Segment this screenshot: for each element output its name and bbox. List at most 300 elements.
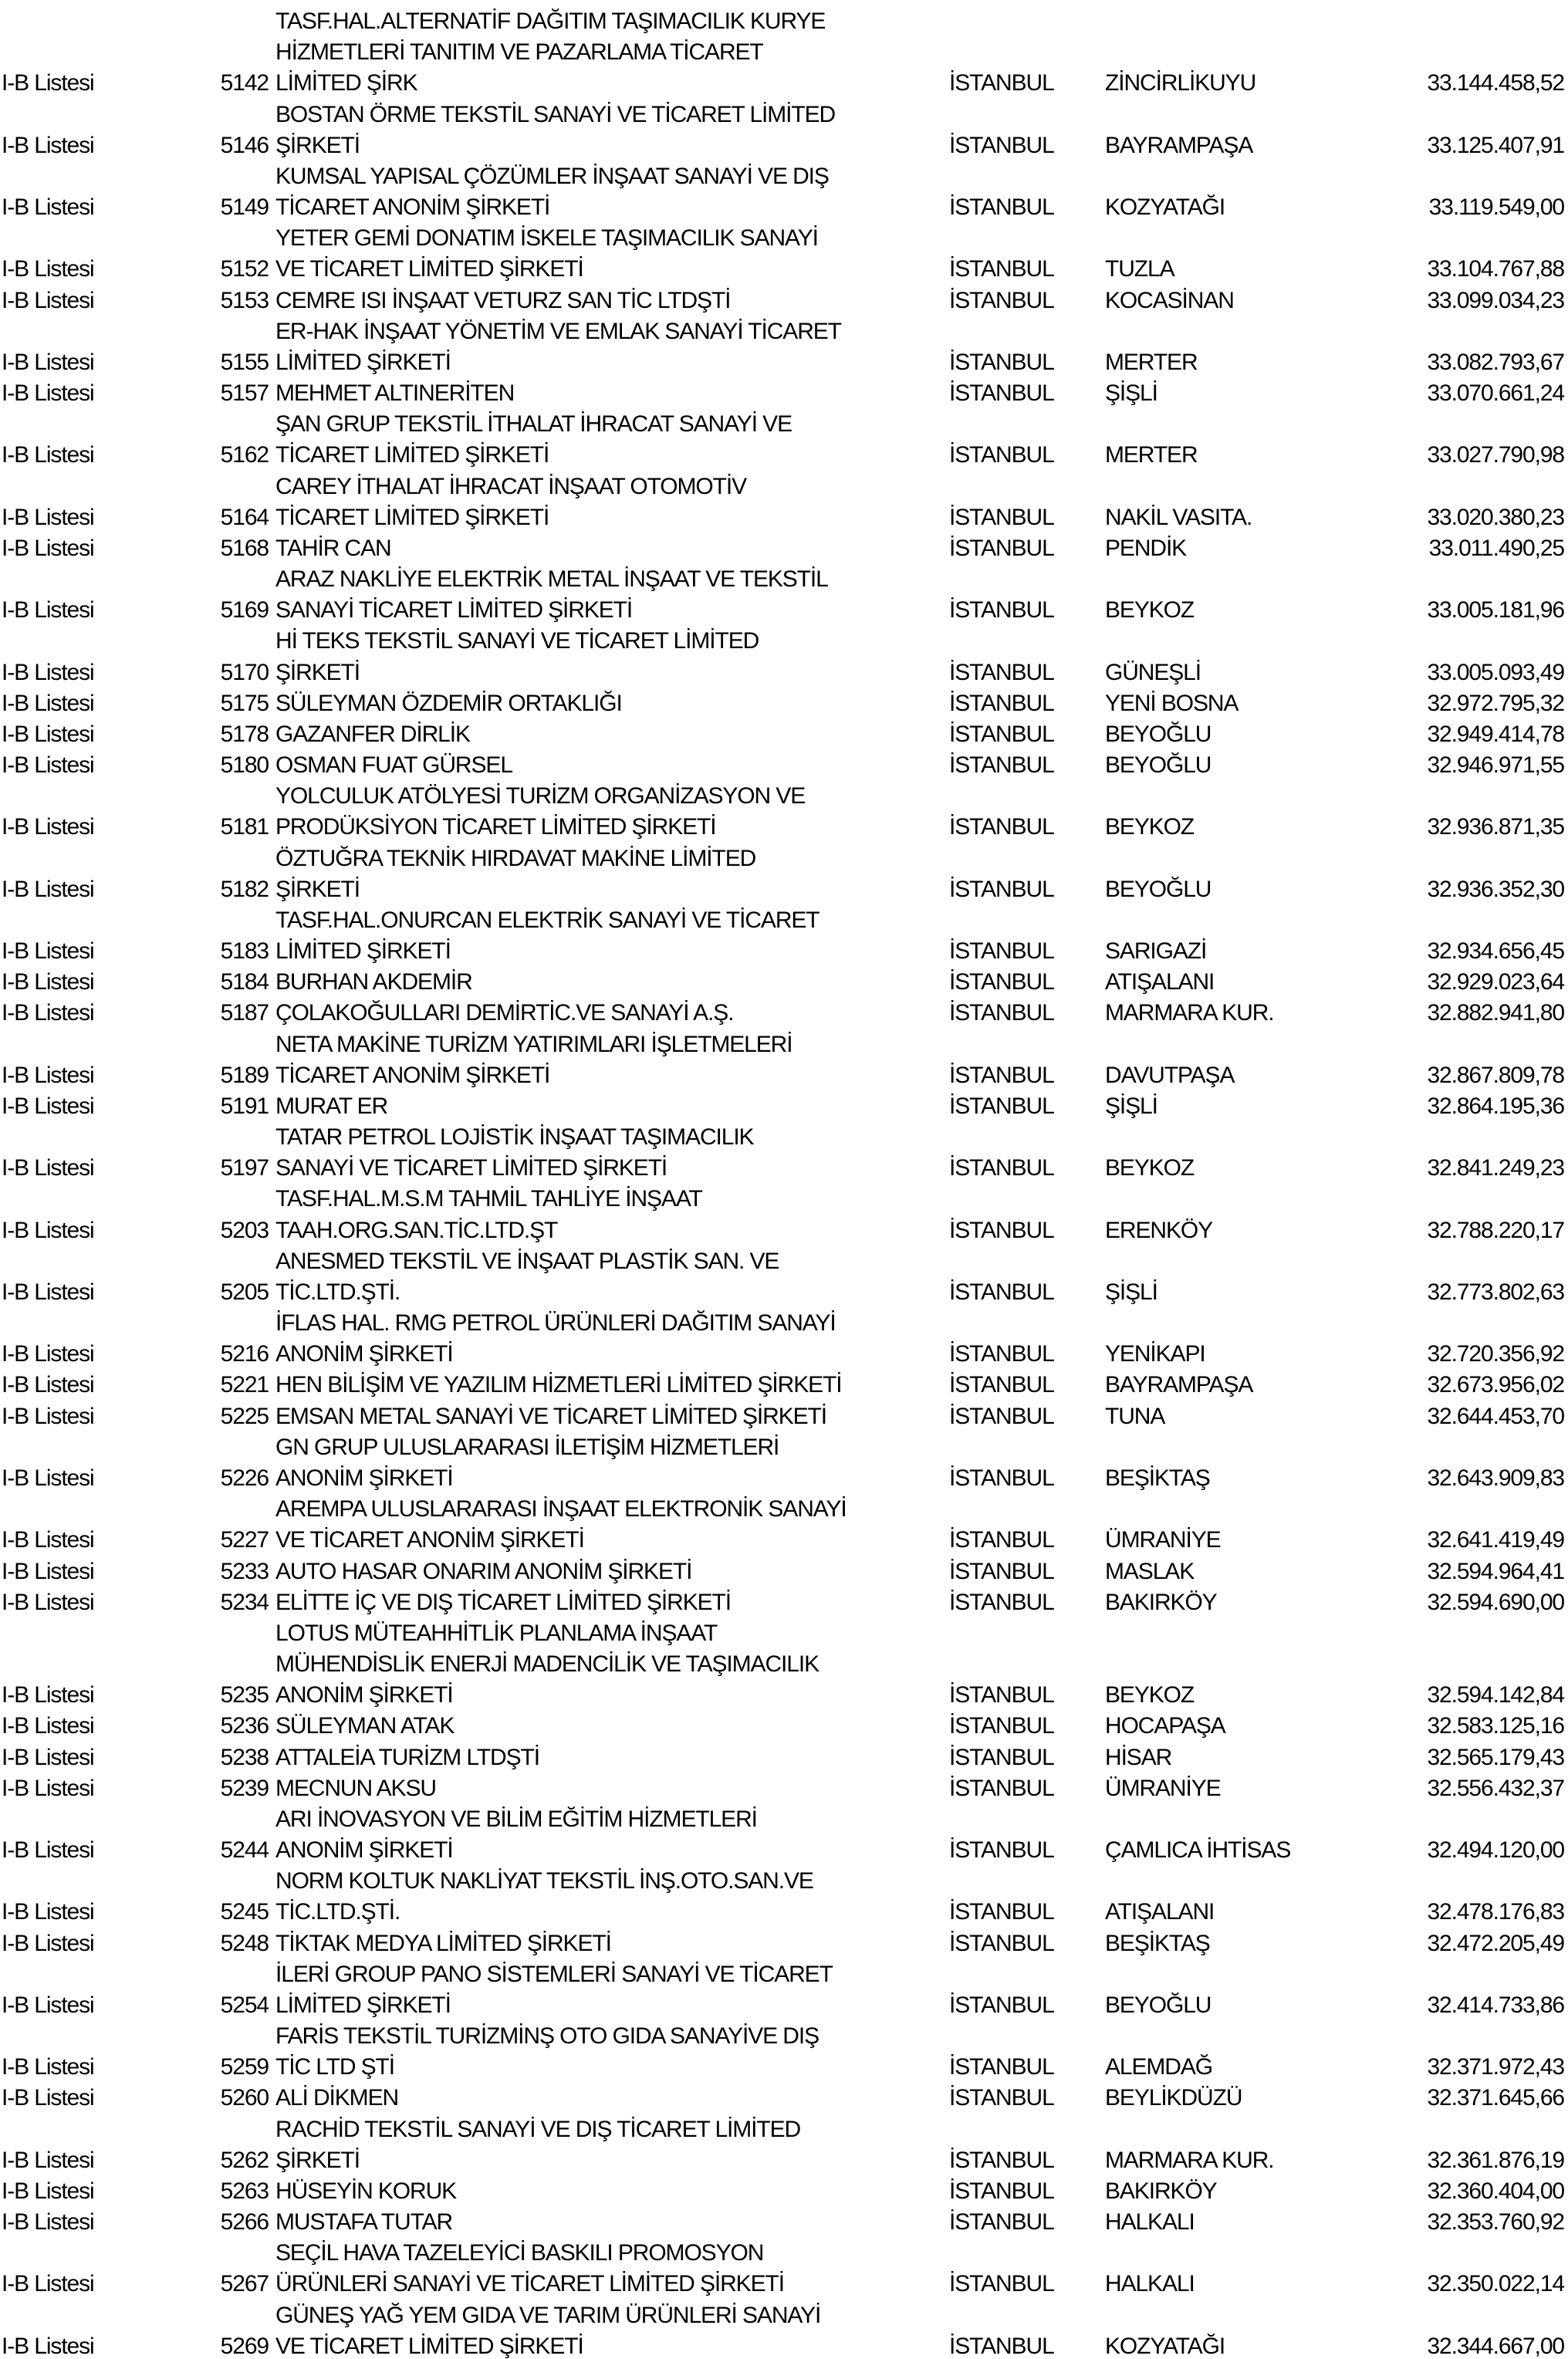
city-cell: İSTANBUL [949, 1837, 1054, 1864]
company-name-cell: MÜHENDİSLİK ENERJİ MADENCİLİK VE TAŞIMACILIK [275, 1651, 819, 1677]
company-name-cell: VE TİCARET LİMİTED ŞİRKETİ [275, 256, 583, 282]
company-name-cell: LİMİTED ŞİRKETİ [275, 938, 451, 965]
company-name-cell: Hİ TEKS TEKSTİL SANAYİ VE TİCARET LİMİTED [275, 628, 759, 654]
district-cell: BEYKOZ [1105, 1155, 1195, 1181]
company-name-cell: ÜRÜNLERİ SANAYİ VE TİCARET LİMİTED ŞİRKETİ [275, 2271, 784, 2297]
amount-cell: 32.643.909,83 [1427, 1465, 1564, 1491]
company-name-cell: TİCARET LİMİTED ŞİRKETİ [275, 442, 549, 468]
table-row-continuation [0, 1432, 1568, 1463]
table-row [0, 595, 1568, 626]
table-row [0, 502, 1568, 533]
sequence-number-cell: 5164 [220, 504, 269, 530]
amount-cell: 32.936.871,35 [1427, 814, 1564, 840]
company-name-cell: MUSTAFA TUTAR [275, 2209, 453, 2236]
city-cell: İSTANBUL [949, 2271, 1054, 2297]
company-name-cell: MECNUN AKSU [275, 1775, 436, 1801]
list-type-cell: I-B Listesi [2, 1093, 94, 1119]
company-name-cell: RACHİD TEKSTİL SANAYİ VE DIŞ TİCARET LİMİTED [275, 2116, 801, 2142]
company-name-cell: TAAH.ORG.SAN.TİC.LTD.ŞT [275, 1217, 558, 1243]
sequence-number-cell: 5187 [220, 1000, 269, 1026]
sequence-number-cell: 5197 [220, 1155, 269, 1181]
company-name-cell: SANAYİ VE TİCARET LİMİTED ŞİRKETİ [275, 1155, 667, 1181]
sequence-number-cell: 5233 [220, 1558, 269, 1584]
amount-cell: 32.929.023,64 [1427, 969, 1564, 995]
table-row [0, 254, 1568, 285]
table-row [0, 2083, 1568, 2114]
amount-cell: 33.099.034,23 [1427, 287, 1564, 313]
table-row-continuation [0, 1029, 1568, 1060]
amount-cell: 32.946.971,55 [1427, 752, 1564, 779]
sequence-number-cell: 5184 [220, 969, 269, 995]
list-type-cell: I-B Listesi [2, 721, 94, 747]
city-cell: İSTANBUL [949, 1713, 1054, 1739]
amount-cell: 32.371.972,43 [1427, 2054, 1564, 2080]
district-cell: MERTER [1105, 349, 1198, 375]
city-cell: İSTANBUL [949, 721, 1054, 747]
list-type-cell: I-B Listesi [2, 1279, 94, 1305]
table-row [0, 2269, 1568, 2300]
table-row-continuation [0, 1494, 1568, 1525]
company-name-cell: NORM KOLTUK NAKLİYAT TEKSTİL İNŞ.OTO.SAN.VE [275, 1868, 813, 1894]
amount-cell: 33.104.767,88 [1427, 256, 1564, 282]
company-name-cell: LİMİTED ŞİRKETİ [275, 1992, 451, 2018]
company-name-cell: İLERİ GROUP PANO SİSTEMLERİ SANAYİ VE TİCARET [275, 1961, 833, 1987]
list-type-cell: I-B Listesi [2, 597, 94, 624]
list-type-cell: I-B Listesi [2, 969, 94, 995]
amount-cell: 32.371.645,66 [1427, 2085, 1564, 2111]
city-cell: İSTANBUL [949, 132, 1054, 158]
sequence-number-cell: 5152 [220, 256, 269, 282]
sequence-number-cell: 5235 [220, 1682, 269, 1708]
company-name-cell: TAHİR CAN [275, 535, 391, 561]
city-cell: İSTANBUL [949, 969, 1054, 995]
table-row-continuation [0, 1866, 1568, 1897]
sequence-number-cell: 5205 [220, 1279, 269, 1305]
district-cell: SARIGAZİ [1105, 938, 1207, 965]
table-row-continuation [0, 2238, 1568, 2269]
district-cell: ALEMDAĞ [1105, 2054, 1213, 2080]
district-cell: ATIŞALANI [1105, 1899, 1215, 1925]
list-type-cell: I-B Listesi [2, 1403, 94, 1429]
sequence-number-cell: 5263 [220, 2178, 269, 2204]
company-name-cell: TİCARET ANONİM ŞİRKETİ [275, 194, 550, 221]
sequence-number-cell: 5146 [220, 132, 269, 158]
amount-cell: 32.936.352,30 [1427, 876, 1564, 902]
table-row [0, 2176, 1568, 2207]
list-type-cell: I-B Listesi [2, 1837, 94, 1864]
list-type-cell: I-B Listesi [2, 1744, 94, 1770]
amount-cell: 33.082.793,67 [1427, 349, 1564, 375]
table-row-continuation [0, 161, 1568, 192]
list-type-cell: I-B Listesi [2, 1465, 94, 1491]
table-row-continuation [0, 1122, 1568, 1153]
city-cell: İSTANBUL [949, 1062, 1054, 1088]
table-row [0, 286, 1568, 316]
company-name-cell: ELİTTE İÇ VE DIŞ TİCARET LİMİTED ŞİRKETİ [275, 1589, 732, 1615]
company-name-cell: YETER GEMİ DONATIM İSKELE TAŞIMACILIK SANAYİ [275, 225, 818, 252]
amount-cell: 32.594.690,00 [1427, 1589, 1564, 1615]
company-name-cell: ŞİRKETİ [275, 659, 360, 685]
city-cell: İSTANBUL [949, 380, 1054, 407]
company-name-cell: LİMİTED ŞİRKETİ [275, 349, 451, 375]
list-type-cell: I-B Listesi [2, 659, 94, 685]
sequence-number-cell: 5239 [220, 1775, 269, 1801]
district-cell: BAKIRKÖY [1105, 2178, 1217, 2204]
city-cell: İSTANBUL [949, 2085, 1054, 2111]
sequence-number-cell: 5259 [220, 2054, 269, 2080]
city-cell: İSTANBUL [949, 1992, 1054, 2018]
sequence-number-cell: 5157 [220, 380, 269, 407]
district-cell: ŞİŞLİ [1105, 1279, 1157, 1305]
company-name-cell: SEÇİL HAVA TAZELEYİCİ BASKILI PROMOSYON [275, 2240, 764, 2266]
amount-cell: 32.360.404,00 [1427, 2178, 1564, 2204]
city-cell: İSTANBUL [949, 1744, 1054, 1770]
sequence-number-cell: 5236 [220, 1713, 269, 1739]
company-name-cell: KUMSAL YAPISAL ÇÖZÜMLER İNŞAAT SANAYİ VE DIŞ [275, 163, 829, 189]
list-type-cell: I-B Listesi [2, 1527, 94, 1553]
district-cell: GÜNEŞLİ [1105, 659, 1201, 685]
city-cell: İSTANBUL [949, 2209, 1054, 2236]
list-type-cell: I-B Listesi [2, 380, 94, 407]
district-cell: BEŞİKTAŞ [1105, 1465, 1210, 1491]
list-type-cell: I-B Listesi [2, 194, 94, 221]
list-type-cell: I-B Listesi [2, 535, 94, 561]
table-row-continuation [0, 1804, 1568, 1835]
table-row [0, 1587, 1568, 1618]
sequence-number-cell: 5180 [220, 752, 269, 779]
company-name-cell: LOTUS MÜTEAHHİTLİK PLANLAMA İNŞAAT [275, 1620, 718, 1646]
table-row [0, 192, 1568, 223]
amount-cell: 32.972.795,32 [1427, 690, 1564, 716]
list-type-cell: I-B Listesi [2, 2271, 94, 2297]
company-name-cell: ATTALEİA TURİZM LTDŞTİ [275, 1744, 539, 1770]
sequence-number-cell: 5266 [220, 2209, 269, 2236]
company-name-cell: PRODÜKSİYON TİCARET LİMİTED ŞİRKETİ [275, 814, 716, 840]
city-cell: İSTANBUL [949, 2147, 1054, 2173]
company-name-cell: VE TİCARET ANONİM ŞİRKETİ [275, 1527, 584, 1553]
company-name-cell: CAREY İTHALAT İHRACAT İNŞAAT OTOMOTİV [275, 473, 746, 499]
amount-cell: 32.594.142,84 [1427, 1682, 1564, 1708]
list-type-cell: I-B Listesi [2, 2178, 94, 2204]
city-cell: İSTANBUL [949, 1558, 1054, 1584]
sequence-number-cell: 5227 [220, 1527, 269, 1553]
city-cell: İSTANBUL [949, 597, 1054, 624]
sequence-number-cell: 5254 [220, 1992, 269, 2018]
sequence-number-cell: 5262 [220, 2147, 269, 2173]
amount-cell: 33.011.490,25 [1428, 535, 1564, 561]
sequence-number-cell: 5216 [220, 1341, 269, 1367]
company-name-cell: HÜSEYİN KORUK [275, 2178, 457, 2204]
company-name-cell: TİC.LTD.ŞTİ. [275, 1279, 400, 1305]
amount-cell: 32.350.022,14 [1427, 2271, 1564, 2297]
company-name-cell: ANONİM ŞİRKETİ [275, 1682, 453, 1708]
company-name-cell: ARI İNOVASYON VE BİLİM EĞİTİM HİZMETLERİ [275, 1806, 757, 1832]
district-cell: BEYOĞLU [1105, 752, 1211, 779]
amount-cell: 32.864.195,36 [1427, 1093, 1564, 1119]
company-name-cell: ANESMED TEKSTİL VE İNŞAAT PLASTİK SAN. VE [275, 1248, 779, 1274]
amount-cell: 32.644.453,70 [1427, 1403, 1564, 1429]
table-row [0, 874, 1568, 905]
sequence-number-cell: 5269 [220, 2333, 269, 2359]
table-row [0, 2331, 1568, 2359]
city-cell: İSTANBUL [949, 535, 1054, 561]
table-row [0, 440, 1568, 471]
company-name-cell: HEN BİLİŞİM VE YAZILIM HİZMETLERİ LİMİTED ŞİRKETİ [275, 1372, 842, 1398]
city-cell: İSTANBUL [949, 1217, 1054, 1243]
table-row-continuation [0, 1184, 1568, 1215]
district-cell: BEYOĞLU [1105, 876, 1211, 902]
amount-cell: 32.641.419,49 [1427, 1527, 1564, 1553]
company-name-cell: OSMAN FUAT GÜRSEL [275, 752, 512, 779]
table-row-continuation [0, 564, 1568, 595]
city-cell: İSTANBUL [949, 1093, 1054, 1119]
table-row [0, 378, 1568, 409]
sequence-number-cell: 5267 [220, 2271, 269, 2297]
table-row [0, 1401, 1568, 1432]
company-name-cell: TİC LTD ŞTİ [275, 2054, 395, 2080]
company-name-cell: ÖZTUĞRA TEKNİK HIRDAVAT MAKİNE LİMİTED [275, 845, 756, 871]
list-type-cell: I-B Listesi [2, 2147, 94, 2173]
sequence-number-cell: 5169 [220, 597, 269, 624]
table-row [0, 1153, 1568, 1184]
sequence-number-cell: 5189 [220, 1062, 269, 1088]
sequence-number-cell: 5244 [220, 1837, 269, 1864]
company-name-cell: FARİS TEKSTİL TURİZMİNŞ OTO GIDA SANAYİVE DIŞ [275, 2023, 819, 2050]
table-row [0, 1277, 1568, 1308]
table-row [0, 1680, 1568, 1711]
district-cell: MARMARA KUR. [1105, 1000, 1274, 1026]
city-cell: İSTANBUL [949, 1279, 1054, 1305]
list-type-cell: I-B Listesi [2, 1000, 94, 1026]
table-row [0, 750, 1568, 781]
amount-cell: 32.344.667,00 [1427, 2333, 1564, 2359]
sequence-number-cell: 5153 [220, 287, 269, 313]
table-row [0, 1897, 1568, 1928]
company-name-cell: ŞİRKETİ [275, 132, 360, 158]
sequence-number-cell: 5183 [220, 938, 269, 965]
district-cell: BEYLİKDÜZÜ [1105, 2085, 1242, 2111]
company-name-cell: SANAYİ TİCARET LİMİTED ŞİRKETİ [275, 597, 633, 624]
table-row-continuation [0, 1246, 1568, 1277]
table-row [0, 1339, 1568, 1370]
table-row [0, 812, 1568, 843]
district-cell: DAVUTPAŞA [1105, 1062, 1235, 1088]
district-cell: ŞİŞLİ [1105, 380, 1157, 407]
table-row [0, 1091, 1568, 1122]
district-cell: HALKALI [1105, 2209, 1195, 2236]
company-name-cell: BOSTAN ÖRME TEKSTİL SANAYİ VE TİCARET LİMİTED [275, 101, 836, 127]
list-type-cell: I-B Listesi [2, 256, 94, 282]
amount-cell: 32.472.205,49 [1427, 1930, 1564, 1956]
table-row-continuation [0, 37, 1568, 68]
table-row [0, 688, 1568, 719]
amount-cell: 32.673.956,02 [1427, 1372, 1564, 1398]
city-cell: İSTANBUL [949, 194, 1054, 221]
sequence-number-cell: 5175 [220, 690, 269, 716]
table-row [0, 533, 1568, 564]
district-cell: KOCASİNAN [1105, 287, 1234, 313]
city-cell: İSTANBUL [949, 2178, 1054, 2204]
table-row [0, 1928, 1568, 1959]
table-row [0, 347, 1568, 378]
district-cell: HOCAPAŞA [1105, 1713, 1225, 1739]
company-name-cell: ŞİRKETİ [275, 2147, 360, 2173]
sequence-number-cell: 5260 [220, 2085, 269, 2111]
company-name-cell: ANONİM ŞİRKETİ [275, 1837, 453, 1864]
table-row [0, 2207, 1568, 2238]
sequence-number-cell: 5181 [220, 814, 269, 840]
amount-cell: 32.478.176,83 [1427, 1899, 1564, 1925]
company-name-cell: TASF.HAL.M.S.M TAHMİL TAHLİYE İNŞAAT [275, 1186, 702, 1212]
list-type-cell: I-B Listesi [2, 1558, 94, 1584]
amount-cell: 33.125.407,91 [1427, 132, 1564, 158]
list-type-cell: I-B Listesi [2, 70, 94, 96]
sequence-number-cell: 5248 [220, 1930, 269, 1956]
company-name-cell: LİMİTED ŞİRK [275, 70, 417, 96]
district-cell: BAYRAMPAŞA [1105, 132, 1253, 158]
list-type-cell: I-B Listesi [2, 1682, 94, 1708]
district-cell: ÜMRANİYE [1105, 1527, 1221, 1553]
city-cell: İSTANBUL [949, 1775, 1054, 1801]
amount-cell: 33.005.093,49 [1427, 659, 1564, 685]
sequence-number-cell: 5245 [220, 1899, 269, 1925]
company-name-cell: AREMPA ULUSLARARASI İNŞAAT ELEKTRONİK SANAYİ [275, 1496, 847, 1523]
city-cell: İSTANBUL [949, 690, 1054, 716]
amount-cell: 32.361.876,19 [1427, 2147, 1564, 2173]
company-name-cell: İFLAS HAL. RMG PETROL ÜRÜNLERİ DAĞITIM SANAYİ [275, 1310, 836, 1337]
company-name-cell: NETA MAKİNE TURİZM YATIRIMLARI İŞLETMELERİ [275, 1031, 792, 1057]
district-cell: MERTER [1105, 442, 1198, 468]
table-row [0, 1742, 1568, 1773]
amount-cell: 33.119.549,00 [1428, 194, 1564, 221]
table-row-continuation [0, 2300, 1568, 2331]
company-name-cell: EMSAN METAL SANAYİ VE TİCARET LİMİTED ŞİRKETİ [275, 1403, 826, 1429]
amount-cell: 32.949.414,78 [1427, 721, 1564, 747]
amount-cell: 33.070.661,24 [1427, 380, 1564, 407]
sequence-number-cell: 5162 [220, 442, 269, 468]
list-type-cell: I-B Listesi [2, 690, 94, 716]
amount-cell: 33.005.181,96 [1427, 597, 1564, 624]
list-type-cell: I-B Listesi [2, 2054, 94, 2080]
company-name-cell: MURAT ER [275, 1093, 388, 1119]
table-row [0, 657, 1568, 688]
table-row [0, 130, 1568, 161]
amount-cell: 33.027.790,98 [1427, 442, 1564, 468]
list-type-cell: I-B Listesi [2, 2085, 94, 2111]
table-row-continuation [0, 1649, 1568, 1680]
list-type-cell: I-B Listesi [2, 504, 94, 530]
list-type-cell: I-B Listesi [2, 1713, 94, 1739]
table-row [0, 1835, 1568, 1866]
company-name-cell: ALİ DİKMEN [275, 2085, 399, 2111]
sequence-number-cell: 5178 [220, 721, 269, 747]
sequence-number-cell: 5226 [220, 1465, 269, 1491]
company-name-cell: ANONİM ŞİRKETİ [275, 1465, 453, 1491]
city-cell: İSTANBUL [949, 504, 1054, 530]
city-cell: İSTANBUL [949, 256, 1054, 282]
company-name-cell: BURHAN AKDEMİR [275, 969, 472, 995]
list-type-cell: I-B Listesi [2, 1899, 94, 1925]
district-cell: BAYRAMPAŞA [1105, 1372, 1253, 1398]
list-type-cell: I-B Listesi [2, 2333, 94, 2359]
table-row-continuation [0, 1618, 1568, 1649]
district-cell: BEŞİKTAŞ [1105, 1930, 1210, 1956]
sequence-number-cell: 5182 [220, 876, 269, 902]
district-cell: MARMARA KUR. [1105, 2147, 1274, 2173]
list-type-cell: I-B Listesi [2, 938, 94, 965]
district-cell: ZİNCİRLİKUYU [1105, 70, 1256, 96]
list-type-cell: I-B Listesi [2, 349, 94, 375]
district-cell: NAKİL VASITA. [1105, 504, 1252, 530]
city-cell: İSTANBUL [949, 2054, 1054, 2080]
company-name-cell: MEHMET ALTINERİTEN [275, 380, 515, 407]
amount-cell: 32.882.941,80 [1427, 1000, 1564, 1026]
amount-cell: 32.720.356,92 [1427, 1341, 1564, 1367]
list-type-cell: I-B Listesi [2, 1341, 94, 1367]
list-type-cell: I-B Listesi [2, 1775, 94, 1801]
amount-cell: 33.144.458,52 [1427, 70, 1564, 96]
sequence-number-cell: 5191 [220, 1093, 269, 1119]
company-name-cell: ÇOLAKOĞULLARI DEMİRTİC.VE SANAYİ A.Ş. [275, 1000, 734, 1026]
city-cell: İSTANBUL [949, 1341, 1054, 1367]
table-row-continuation [0, 316, 1568, 347]
city-cell: İSTANBUL [949, 442, 1054, 468]
table-row [0, 1773, 1568, 1804]
table-row-continuation [0, 6, 1568, 37]
list-type-cell: I-B Listesi [2, 814, 94, 840]
company-name-cell: CEMRE ISI İNŞAAT VETURZ SAN TİC LTDŞTİ [275, 287, 731, 313]
company-name-cell: ŞİRKETİ [275, 876, 360, 902]
city-cell: İSTANBUL [949, 659, 1054, 685]
company-name-cell: TATAR PETROL LOJİSTİK İNŞAAT TAŞIMACILIK [275, 1124, 754, 1151]
city-cell: İSTANBUL [949, 1372, 1054, 1398]
district-cell: BEYKOZ [1105, 814, 1195, 840]
amount-cell: 32.414.733,86 [1427, 1992, 1564, 2018]
company-name-cell: ANONİM ŞİRKETİ [275, 1341, 453, 1367]
list-type-cell: I-B Listesi [2, 1062, 94, 1088]
sequence-number-cell: 5149 [220, 194, 269, 221]
company-name-cell: TİC.LTD.ŞTİ. [275, 1899, 400, 1925]
city-cell: İSTANBUL [949, 1930, 1054, 1956]
district-cell: TUZLA [1105, 256, 1174, 282]
sequence-number-cell: 5142 [220, 70, 269, 96]
list-type-cell: I-B Listesi [2, 132, 94, 158]
sequence-number-cell: 5238 [220, 1744, 269, 1770]
company-name-cell: HİZMETLERİ TANITIM VE PAZARLAMA TİCARET [275, 39, 763, 66]
amount-cell: 32.841.249,23 [1427, 1155, 1564, 1181]
district-cell: BEYKOZ [1105, 597, 1195, 624]
company-name-cell: SÜLEYMAN ÖZDEMİR ORTAKLIĞI [275, 690, 622, 716]
list-type-cell: I-B Listesi [2, 1155, 94, 1181]
city-cell: İSTANBUL [949, 1155, 1054, 1181]
city-cell: İSTANBUL [949, 349, 1054, 375]
city-cell: İSTANBUL [949, 1465, 1054, 1491]
table-row [0, 967, 1568, 998]
district-cell: KOZYATAĞI [1105, 2333, 1225, 2359]
table-row [0, 1060, 1568, 1091]
table-row [0, 1370, 1568, 1401]
company-name-cell: GAZANFER DİRLİK [275, 721, 470, 747]
table-row [0, 68, 1568, 99]
sequence-number-cell: 5203 [220, 1217, 269, 1243]
amount-cell: 32.788.220,17 [1427, 1217, 1564, 1243]
table-row-continuation [0, 905, 1568, 936]
table-row-continuation [0, 471, 1568, 502]
city-cell: İSTANBUL [949, 1589, 1054, 1615]
table-row [0, 1556, 1568, 1587]
list-type-cell: I-B Listesi [2, 1992, 94, 2018]
district-cell: HALKALI [1105, 2271, 1195, 2297]
